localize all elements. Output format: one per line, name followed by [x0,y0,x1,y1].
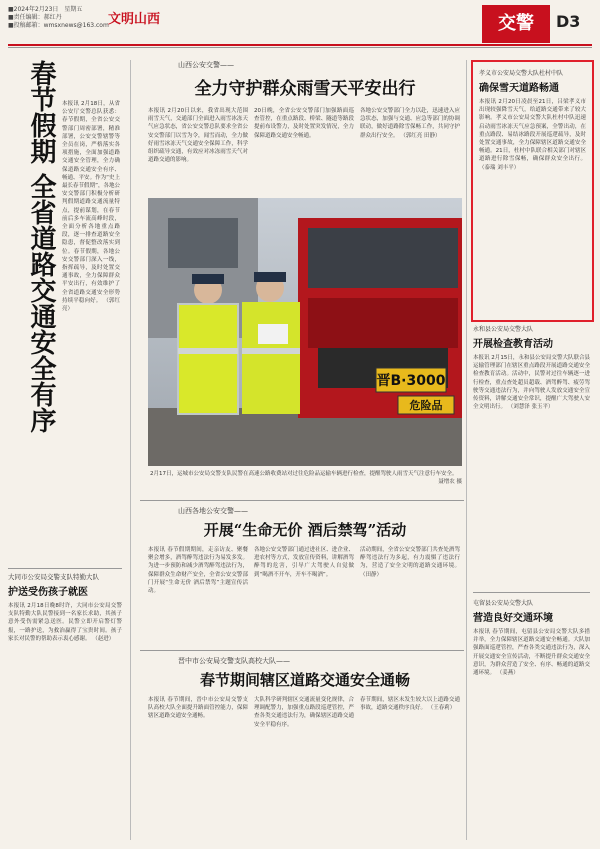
yonghe-body [473,354,590,572]
drunk-body-col3-text: 活动期间，全省公安交警部门共查处酒驾醉驾违法行为多起，有力震慑了违法行为，营造了安全文明的道路交通环境。 [360,547,460,570]
paper-logo: 文明山西 [108,12,161,27]
tunliu-body-text: 本报讯 春节期间，屯留县公安局交警大队多措并举，全力保障辖区道路交通安全畅通。大队加强路面巡逻管控，严查各类交通违法行为，深入开展交通安全宣传活动，不断提升群众交通安全意识，为群众营造了安全、有序、畅通的道路交通环境。 [473,629,590,677]
feature-body [62,100,120,564]
yonghe-byline: （刘慧泽 张玉平） [507,404,554,411]
photo-illustration [148,198,462,466]
photo-caption [150,470,462,486]
mid-divider-2 [140,650,464,651]
jinzhong-kicker: 晋中市公安局交警支队高校大队—— [178,657,290,665]
cargo-sign-text: 危险品 [409,399,443,412]
header-rule [8,44,592,46]
drunk-byline: （田静） [360,571,383,578]
yonghe-headline: 开展检查教育活动 [473,339,553,350]
feature-byline: （郭红亮） [62,297,120,313]
section-badge [482,5,550,43]
news-photo [148,198,462,466]
yonghe-kicker: 永和县公安局交警大队 [473,326,534,333]
col-divider-right [466,60,467,840]
snow-byline: （郭红亮 田静） [400,132,441,139]
jinzhong-headline: 春节期间辖区道路交通安全通畅 [199,671,410,689]
feature-body-text: 本报讯 2月18日，从省公安厅交警总队获悉：春节假期，全省公安交警部门周密部署，精准部署，公安交警辖警等全员在岗，严格落实各项措施，全面加强道路交通安全管理，全力确保道路交通安全有序、畅通、平安。作为“史上最长春节假期”，各地公安交警部门积极分析研判假期道路交通流量特点，提前谋划，在春节前后多车流高峰时段，全面分析各地重点路段，逐一排查道路安全隐患，督促整改落实到位。春节假期，各地公安交警部门深入一线，指挥疏导，及时处置交通事故，全力保障群众平安出行，有效维护了全省道路交通安全形势持续平稳向好。 [62,101,120,304]
plate-text: 晋B·3000 [376,373,446,389]
date-line: ■2024年2月23日 星期五 [8,6,83,13]
story-yonghe [473,324,590,572]
page-number: D3 [556,12,581,31]
story-snow [148,60,462,191]
story-jinzhong [148,656,462,836]
story-drunk [148,506,462,646]
datong-body [8,602,122,822]
drunk-kicker: 山西各地公安交警—— [178,507,248,515]
jinzhong-body-col3 [360,696,460,836]
story-datong [8,572,122,822]
datong-kicker: 大同市公安局交警支队特勤大队 [8,573,99,581]
right-divider [473,592,590,593]
photo-caption-text: 2月17日，运城市公安局交警支队民警在高速公路收费站对过往危险品运输车辆进行检查，提醒驾驶人雨雪天气注意行车安全。 [150,471,458,477]
highlight-box [471,60,594,322]
email-line: ■投稿邮箱：wmsxnews@163.com [8,22,109,29]
tunliu-headline: 营造良好交通环境 [473,613,553,624]
drunk-body-col2: 各地公安交警部门通过进社区、进企业、进农村等方式，发放宣传资料，讲解酒驾醉驾的危害，引导广大驾驶人自觉做到“喝酒不开车，开车不喝酒”。 [254,547,354,578]
section-name: 交警 [498,13,534,34]
drunk-body-col1: 本报讯 春节假期期间，走亲访友、聚餐聚会增多，酒驾醉驾违法行为易发多发。为进一步预防和减少酒驾醉驾违法行为，保障群众生命财产安全，全省公安交警部门开展“生命无价 酒后禁驾”主题宣传活动。 [148,547,248,595]
jinzhong-body-col3-text: 春节期间，辖区未发生较大以上道路交通事故，道路交通秩序良好。 [360,697,460,712]
tunliu-byline: （姜燕） [496,670,519,677]
xiaoyi-body [479,98,586,304]
tunliu-kicker: 屯留县公安局交警大队 [473,600,534,607]
datong-byline: （赵进） [92,635,115,642]
snow-body-col3 [360,107,460,191]
snow-body-col3-text: 各地公安交警部门全力以赴，迅速进入应急状态，加强与交通、应急等部门的协调联动，做好道路除雪保畅工作，共同守护群众出行安全。 [360,108,460,139]
xiaoyi-headline: 确保雪天道路畅通 [479,83,559,94]
jinzhong-body-col1: 本报讯 春节期间，晋中市公安局交警支队高校大队全面提升路面管控能力，保障辖区道路交通安全通畅。 [148,697,248,720]
editor-line: ■责任编辑：郝红丹 [8,14,62,21]
snow-headline: 全力守护群众雨雪天平安出行 [194,79,416,99]
mid-divider-1 [140,500,464,501]
xiaoyi-body-text: 本报讯 2月20日凌晨至21日，吕梁孝义市出现较强降雪天气，给道路交通带来了较大影响。孝义市公安局交警大队杜村中队迅速启动雨雪冰冻天气应急预案，全警出动，在重点路段、易结冰路段开展巡逻疏导，及时处置交通事故，全力保障辖区道路交通安全畅通。21日，杜村中队联合相关部门对辖区道路进行除雪保畅，确保群众安全出行。 [479,99,586,163]
snow-body-col2: 20日晚，全省公安交警部门加强路面巡查管控，在重点路段、桥梁、隧道等路段提前布设警力，及时处置突发情况，全力保障道路交通安全畅通。 [254,108,354,139]
yonghe-body-text: 本报讯 2月15日，永和县公安局交警大队联合县运输管理部门在辖区重点路段开展道路交通安全检查教育活动。活动中，民警对过往车辆逐一进行检查，重点查处超员超载、酒驾醉驾、疲劳驾驶等交通违法行为，并向驾驶人发放交通安全宣传资料，讲解交通安全常识，提醒广大驾驶人安全文明出行。 [473,355,590,411]
datong-body-text: 本报讯 2月18日晚8时许，大同市公安局交警支队特勤大队民警接到一名家长求助，其孩子意外受伤需紧急送医。民警立即开启警灯警报，一路护送，为救治赢得了宝贵时间。孩子家长对民警的帮助表示衷心感谢。 [8,603,122,642]
col-divider-left [130,60,131,840]
datong-headline: 护送受伤孩子就医 [8,587,88,598]
xiaoyi-byline: （泰瑞 刘丰平） [479,164,520,171]
story-tunliu [473,598,590,828]
snow-body-col1: 本报讯 2月20日以来，我省出现大范围雨雪天气，交通部门全面进入雨雪冰冻天气应急状态，省公安交警总队要求全省公安交警部门以雪为令，闻雪而动，全力做好雨雪冰冻天气交通安全保障工作，科学组织疏导交通，有效应对冰冻雨雪天气对道路交通的影响。 [148,108,248,164]
xiaoyi-kicker: 孝义市公安局交警大队杜村中队 [479,70,564,77]
snow-kicker: 山西公安交警—— [178,61,234,69]
left-divider [8,568,122,569]
tunliu-body [473,628,590,828]
jinzhong-byline: （王春莉） [427,705,456,712]
photo-credit: 聂增农 摄 [438,479,462,485]
masthead-info [8,6,109,30]
drunk-body-col3 [360,546,460,646]
header-rule-thin [8,47,592,48]
feature-vertical-title: 春节假期 全省道路交通安全有序 [26,60,56,434]
jinzhong-body-col2: 大队科学研判辖区交通流量变化规律，合理调配警力，加强重点路段巡逻管控，严查各类交通违法行为，确保辖区道路交通安全平稳有序。 [254,697,354,728]
drunk-headline: 开展“生命无价 酒后禁驾”活动 [203,521,407,539]
